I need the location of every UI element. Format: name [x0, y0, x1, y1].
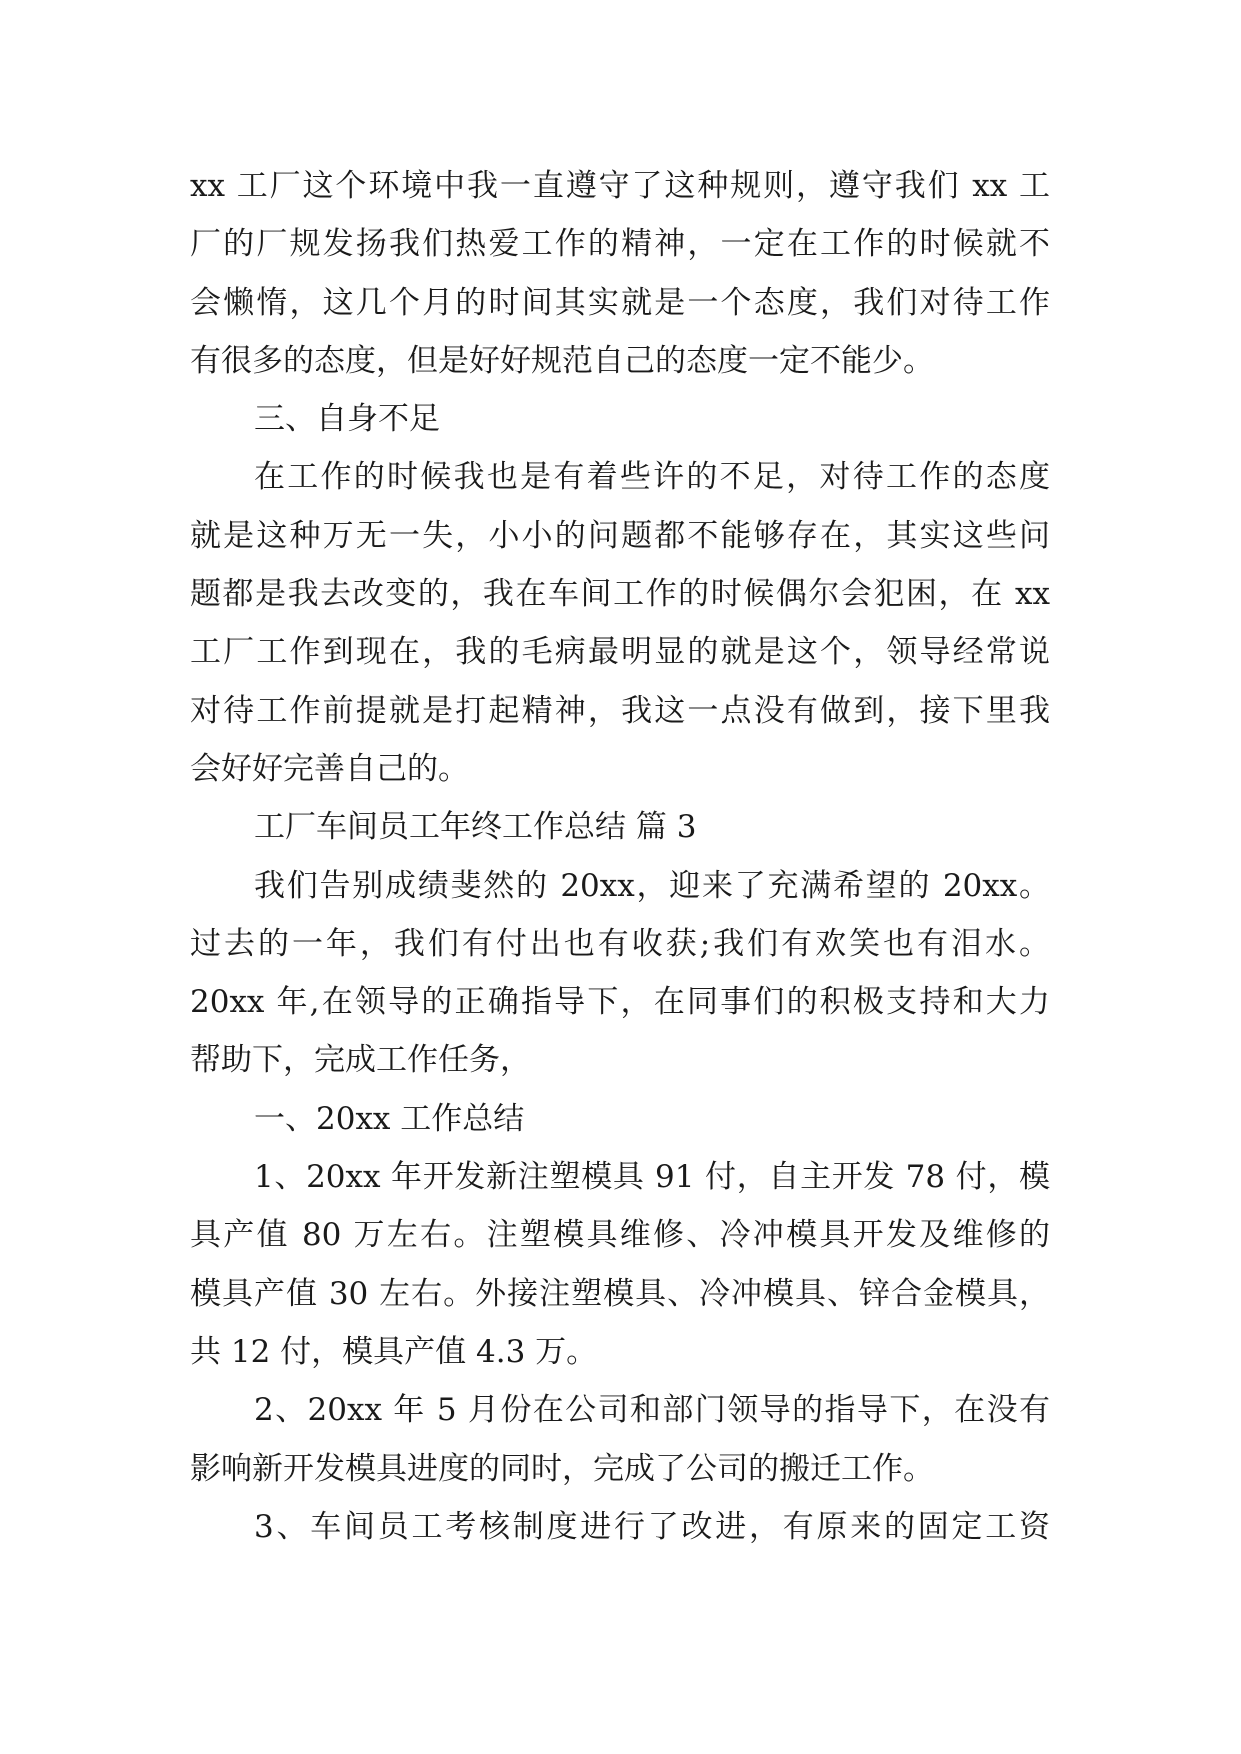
text-line: 在工作的时候我也是有着些许的不足，对待工作的态度	[254, 459, 1050, 496]
text-line: xx 工厂这个环境中我一直遵守了这种规则，遵守我们 xx 工	[190, 168, 1050, 204]
text-line: 1、20xx 年开发新注塑模具 91 付，自主开发 78 付，模	[254, 1159, 1050, 1196]
text-line: 20xx 年,在领导的正确指导下，在同事们的积极支持和大力	[190, 984, 1050, 1021]
document-body	[190, 157, 1050, 1556]
text-line: 工厂工作到现在，我的毛病最明显的就是这个，领导经常说	[190, 634, 1050, 671]
text-line: 模具产值 30 左右。外接注塑模具、冷冲模具、锌合金模具，	[190, 1275, 1050, 1312]
text-line: 一、20xx 工作总结	[254, 1100, 525, 1137]
text-line: 影响新开发模具进度的同时，完成了公司的搬迁工作。	[190, 1450, 934, 1487]
text-line: 对待工作前提就是打起精神，我这一点没有做到，接下里我	[190, 692, 1050, 729]
text-line: 会懒惰，这几个月的时间其实就是一个态度，我们对待工作	[190, 284, 1050, 321]
text-line: 帮助下，完成工作任务，	[190, 1042, 531, 1079]
text-line: 三、自身不足	[254, 401, 440, 438]
text-line: 我们告别成绩斐然的 20xx，迎来了充满希望的 20xx。	[254, 867, 1050, 904]
text-line: 就是这种万无一失，小小的问题都不能够存在，其实这些问	[190, 517, 1050, 554]
text-line: 会好好完善自己的。	[190, 750, 469, 787]
text-line: 题都是我去改变的，我在车间工作的时候偶尔会犯困，在 xx	[190, 576, 1050, 613]
text-line: 共 12 付，模具产值 4.3 万。	[190, 1333, 598, 1370]
text-line: 具产值 80 万左右。注塑模具维修、冷冲模具开发及维修的	[190, 1217, 1050, 1254]
text-line: 有很多的态度，但是好好规范自己的态度一定不能少。	[190, 342, 934, 379]
text-line: 3、车间员工考核制度进行了改进，有原来的固定工资	[254, 1508, 1050, 1545]
text-line: 2、20xx 年 5 月份在公司和部门领导的指导下，在没有	[254, 1392, 1050, 1429]
text-line: 工厂车间员工年终工作总结 篇 3	[254, 809, 697, 846]
text-line: 过去的一年，我们有付出也有收获;我们有欢笑也有泪水。	[190, 925, 1050, 962]
text-line: 厂的厂规发扬我们热爱工作的精神，一定在工作的时候就不	[190, 226, 1050, 263]
